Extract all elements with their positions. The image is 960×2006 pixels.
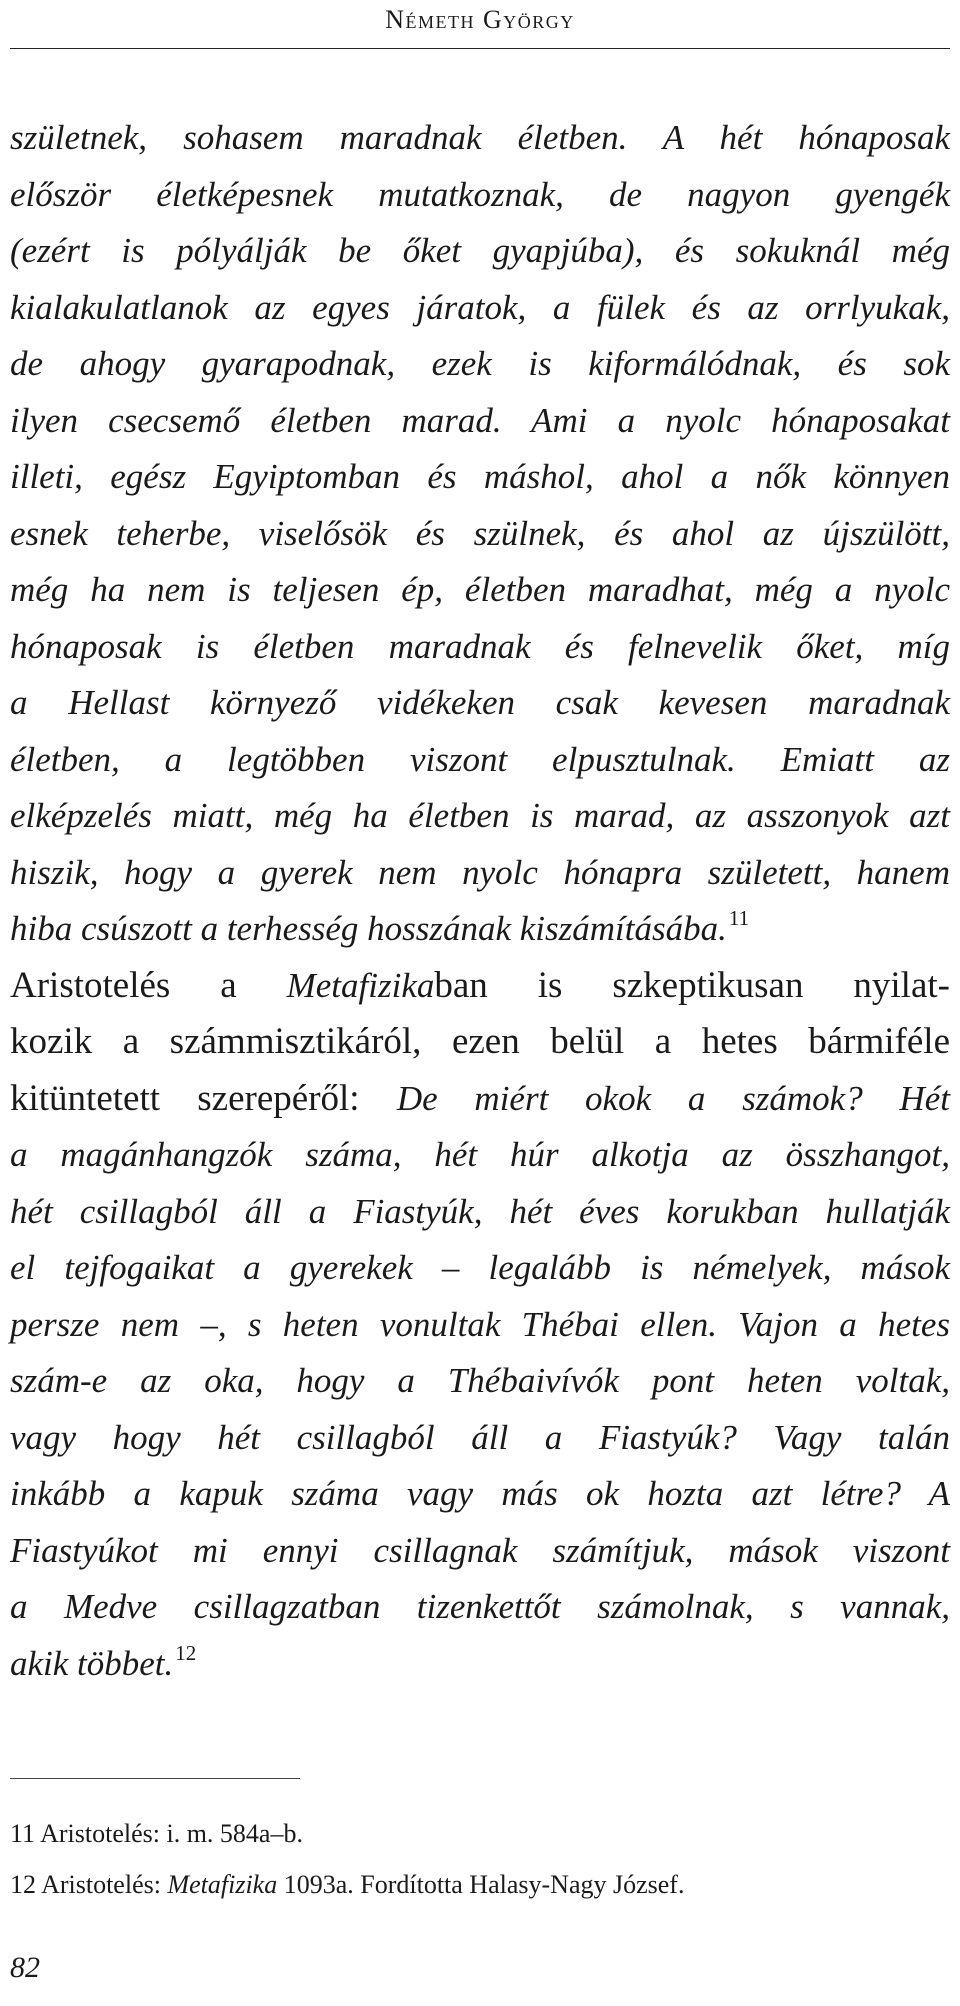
text-line [10,393,950,450]
line-text: a Medve csillagzatban tizenkettőt számolnak, s vannak, [10,1587,950,1626]
footnote-separator [10,1778,300,1779]
line-text: illeti, egész Egyiptomban és máshol, ahol a nők könnyen [10,457,950,496]
line-text: életben, a legtöbben viszont elpusztulnak. Emiatt az [10,739,950,779]
line-text: hiszik, hogy a gyerek nem nyolc hónapra született, hanem [10,852,950,892]
roman-segment: Aristotelés a [10,964,287,1006]
footnote-text: Aristotelés: i. m. 584a–b. [40,1819,303,1848]
text-line [10,280,950,337]
footnote-text: 1093a. Fordította Halasy-Nagy József. [277,1870,685,1899]
footnote-number: 12 [10,1870,42,1899]
text-line [10,1353,950,1410]
line-text: ilyen csecsemő életben marad. Ami a nyolc hónaposakat [10,400,950,440]
line-text: elképzelés miatt, még ha életben is marad, az asszonyok azt [10,796,950,835]
text-line [10,1184,950,1241]
running-header [0,0,960,48]
italic-segment: Metafizika [286,965,435,1005]
line-text: hónaposak is életben maradnak és felnevelik őket, míg [10,626,950,666]
line-text: Fiastyúkot mi ennyi csillagnak számítjuk, mások viszont [10,1530,950,1570]
footnote-reference[interactable]: 12 [175,1640,197,1665]
footnotes [10,1808,950,1910]
footnote-11 [10,1808,950,1859]
header-rule [10,48,950,49]
italic-segment: De miért okok a számok? Hét [396,1078,950,1118]
text-line [10,336,950,393]
line-text: hét csillagból áll a Fiastyúk, hét éves korukban hullatják [10,1191,950,1231]
line-text: (ezért is pólyálják be őket gyapjúba), és sokuknál még [10,231,950,270]
text-line [10,732,950,789]
text-line [10,1071,950,1128]
footnote-12 [10,1859,950,1910]
text-line [10,1297,950,1354]
text-line [10,788,950,845]
text-line [10,223,950,280]
line-text: kozik a számmisztikáról, ezen belül a hetes bármiféle [10,1021,950,1062]
text-line [10,110,950,167]
line-text: akik többet. [10,1643,174,1683]
text-line [10,167,950,224]
line-text: vagy hogy hét csillagból áll a Fiastyúk? Vagy talán [10,1417,950,1457]
line-text: persze nem –, s heten vonultak Thébai ellen. Vajon a hetes [10,1304,950,1344]
text-line [10,901,950,958]
line-text: de ahogy gyarapodnak, ezek is kiformálódnak, és sok [10,344,950,383]
footnote-text: Aristotelés: [41,1870,168,1899]
footnote-reference[interactable]: 11 [728,906,750,930]
text-line [10,506,950,563]
text-line [10,619,950,676]
line-text: először életképesnek mutatkoznak, de nagyon gyengék [10,174,950,214]
text-line [10,1636,950,1693]
line-text: a magánhangzók száma, hét húr alkotja az összhangot, [10,1135,950,1174]
text-line [10,845,950,902]
text-line [10,562,950,619]
running-title: Németh György [385,5,575,34]
text-line [10,1410,950,1467]
text-line [10,675,950,732]
roman-segment: kitüntetett szerepéről: [10,1077,397,1119]
line-text: el tejfogaikat a gyerekek – legalább is némelyek, mások [10,1248,950,1287]
text-line [10,1014,950,1071]
line-text: inkább a kapuk száma vagy más ok hozta azt létre? A [10,1474,950,1513]
footnote-title: Metafizika [167,1870,278,1899]
line-text: még ha nem is teljesen ép, életben maradhat, még a nyolc [10,570,950,609]
line-text: esnek teherbe, viselősök és szülnek, és ahol az újszülött, [10,513,950,553]
body-text [10,110,950,1692]
text-line [10,1523,950,1580]
text-line [10,958,950,1015]
text-line [10,449,950,506]
line-text: szám-e az oka, hogy a Thébaivívók pont heten voltak, [10,1361,950,1400]
text-line [10,1240,950,1297]
text-line [10,1466,950,1523]
line-text: kialakulatlanok az egyes járatok, a fülek és az orrlyukak, [10,287,950,327]
page-number: 82 [10,1951,40,1984]
line-text: születnek, sohasem maradnak életben. A hét hónaposak [10,118,950,157]
footnote-number: 11 [10,1819,41,1848]
text-line [10,1127,950,1184]
text-line [10,1579,950,1636]
line-text: hiba csúszott a terhesség hosszának kiszámításába. [10,909,727,948]
line-text: a Hellast környező vidékeken csak kevesen maradnak [10,683,950,722]
roman-segment: ban is szkeptikusan nyilat- [434,964,950,1006]
